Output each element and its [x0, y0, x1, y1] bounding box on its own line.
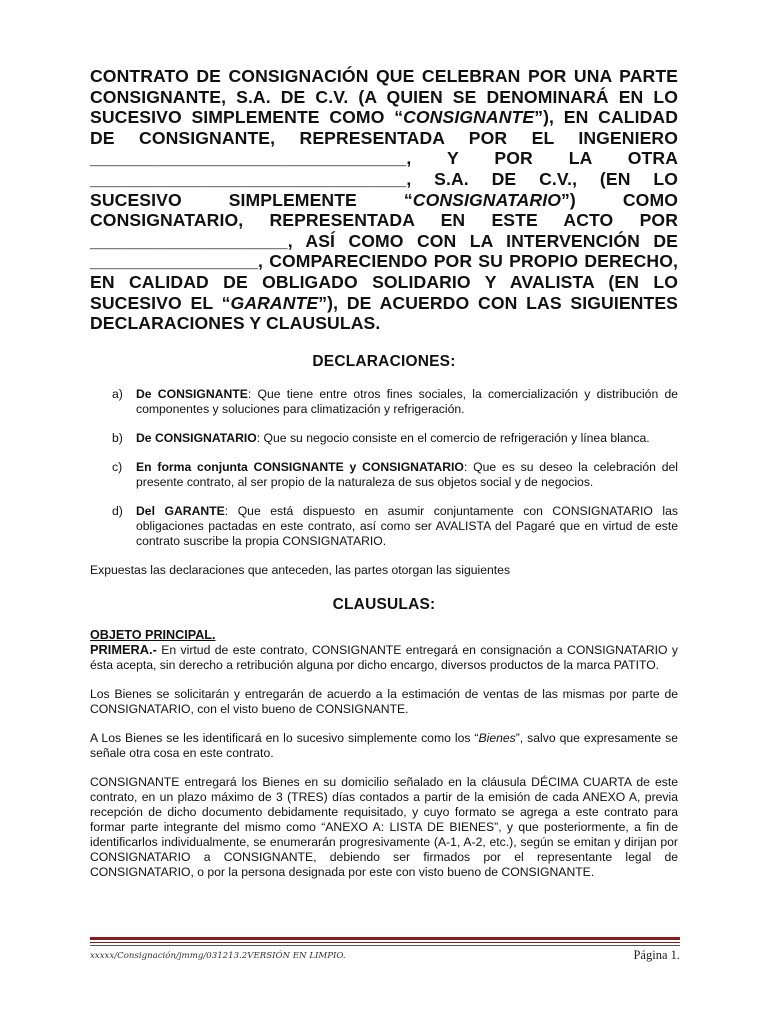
- declaracion-item: [90, 387, 678, 417]
- party-term: CONSIGNANTE: [403, 107, 535, 128]
- declaracion-item: [90, 431, 678, 446]
- title-line: [90, 169, 678, 190]
- entregara-paragraph: CONSIGNANTE entregará los Bienes en su domicilio señalado en la cláusula DÉCIMA CUARTA de este contrato, en un plazo máximo de 3 (TRES) días contados a partir de la emisión de cada ANEXO A, previa recepción de dicho documento debidamente requisitado, y cuyo formato se agrega a este contrato para formar parte integrante del mismo como “ANEXO A: LISTA DE BIENES”, y que posteriormente, a fin de identificarlos individualmente, se enumerarán progresivamente (A-1, A-2, etc.), según se emitan y dirijan por CONSIGNATARIO a CONSIGNANTE, debiendo ser firmados por el representante legal de CONSIGNATARIO, o por la persona designada por este con visto bueno de CONSIGNANTE.: [90, 774, 678, 879]
- title-line: [90, 251, 678, 272]
- title-text: SUCESIVO EL “: [90, 292, 231, 313]
- declaracion-text: : Que su negocio consiste en el comercio de refrigeración y línea blanca.: [256, 430, 650, 445]
- title-text: ”) COMO: [561, 189, 678, 210]
- declaracion-letter: d): [112, 503, 123, 518]
- page-number: Página 1.: [633, 948, 680, 962]
- identificara-text-post: ”, salvo que expresamente se señale otra cosa en este contrato.: [90, 730, 678, 760]
- declaracion-text: : Que tiene entre otros fines sociales, la comercialización y distribución de componentes y soluciones para climatización y refrigeración.: [136, 386, 678, 416]
- declaracion-party: Del GARANTE: [136, 503, 225, 518]
- declaracion-party: De CONSIGNANTE: [136, 386, 248, 401]
- title-text: CONSIGNANTE, S.A. DE C.V. (A QUIEN SE DENOMINARÁ EN LO: [90, 86, 678, 107]
- title-line: [90, 210, 678, 231]
- title-text: ”), EN CALIDAD: [534, 107, 678, 128]
- declaracion-letter: b): [112, 430, 123, 445]
- declaraciones-heading: DECLARACIONES:: [312, 352, 456, 370]
- title-text: SUCESIVO SIMPLEMENTE COMO “: [90, 107, 404, 128]
- identificara-text-pre: A Los Bienes se les identificará en lo sucesivo simplemente como los “: [90, 730, 479, 745]
- title-text: ”), DE ACUERDO CON LAS SIGUIENTES: [318, 292, 678, 313]
- declaracion-text: : Que está dispuesto en asumir conjuntamente con CONSIGNATARIO las obligaciones pactadas en este contrato, así como ser AVALISTA del Pagaré que en virtud de este contrato suscribe la propia CONSIGNATARIO.: [136, 503, 678, 548]
- primera-text: En virtud de este contrato, CONSIGNANTE entregará en consignación a CONSIGNATARIO y ésta acepta, sin derecho a retribución alguna por dicho encargo, diversos productos de la marca PATITO.: [90, 642, 678, 672]
- title-line: [90, 87, 678, 108]
- bienes-term: Bienes: [478, 730, 516, 745]
- title-line: [90, 66, 678, 87]
- title-text: CONTRATO DE CONSIGNACIÓN QUE CELEBRAN POR UNA PARTE: [90, 66, 678, 86]
- declaracion-letter: a): [112, 386, 123, 401]
- title-line: [90, 293, 678, 314]
- title-line: [90, 231, 678, 252]
- declaracion-party: De CONSIGNATARIO: [136, 430, 257, 445]
- title-text: _________________, COMPARECIENDO POR SU PROPIO DERECHO,: [90, 251, 678, 272]
- title-text: DE CONSIGNANTE, REPRESENTADA POR EL INGENIERO: [90, 127, 678, 148]
- declaracion-letter: c): [112, 459, 123, 474]
- party-term: CONSIGNATARIO: [412, 189, 562, 210]
- title-text: DECLARACIONES Y CLAUSULAS.: [90, 313, 381, 334]
- title-text: SUCESIVO SIMPLEMENTE “: [90, 189, 413, 210]
- title-text: EN CALIDAD DE OBLIGADO SOLIDARIO Y AVALISTA (EN LO: [90, 271, 678, 292]
- title-line: [90, 190, 678, 211]
- title-text: ____________________, ASÍ COMO CON LA INTERVENCIÓN DE: [90, 230, 678, 251]
- primera-label: PRIMERA.-: [90, 641, 157, 657]
- objeto-principal-heading: OBJETO PRINCIPAL.: [90, 627, 216, 642]
- title-line: [90, 148, 678, 169]
- footer-file-reference: xxxxx/Consignación/jmmg/031213.2VERSIÓN EN LIMPIO.: [90, 951, 346, 961]
- declaracion-party: En forma conjunta CONSIGNANTE y CONSIGNATARIO: [136, 459, 464, 474]
- contract-title: [90, 66, 678, 334]
- declaracion-text: : Que es su deseo la celebración del presente contrato, al ser propio de la naturaleza de sus objetos social y de negocios.: [136, 459, 679, 489]
- expuestas-paragraph: Expuestas las declaraciones que anteceden, las partes otorgan las siguientes: [90, 562, 511, 577]
- title-text: CONSIGNATARIO, REPRESENTADA EN ESTE ACTO POR: [90, 210, 678, 231]
- title-line: [90, 128, 678, 149]
- bienes-paragraph: Los Bienes se solicitarán y entregarán de acuerdo a la estimación de ventas de las mismas por parte de CONSIGNATARIO, con el visto bueno de CONSIGNANTE.: [90, 686, 678, 716]
- party-term: GARANTE: [230, 292, 319, 313]
- declaraciones-list: [90, 387, 678, 549]
- primera-clause: [90, 642, 678, 673]
- title-line: [90, 313, 678, 334]
- title-text: ________________________________, S.A. DE C.V., (EN LO: [90, 168, 678, 189]
- identificara-paragraph: [90, 731, 678, 761]
- clausulas-heading: CLAUSULAS:: [332, 595, 436, 613]
- declaracion-item: [90, 504, 678, 549]
- title-line: [90, 272, 678, 293]
- title-line: [90, 107, 678, 128]
- title-text: ________________________________, Y POR LA OTRA: [90, 148, 678, 169]
- document-page: [90, 66, 678, 894]
- footer-divider: [90, 937, 680, 946]
- declaracion-item: [90, 460, 678, 490]
